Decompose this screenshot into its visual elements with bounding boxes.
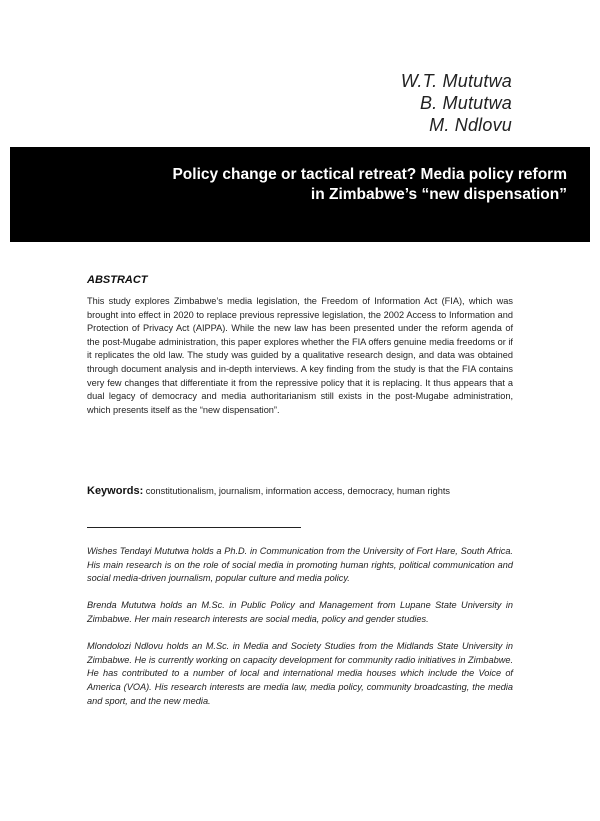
abstract-body: This study explores Zimbabwe’s media legislation, the Freedom of Information Act (FIA), which was brought into effect in 2020 to replace previous repressive legislation, the 2002 Access to Information and Protection of Privacy Act (AIPPA). While the new law has been presented under the reform agenda of the post-Mugabe administration, this paper explores whether the FIA offers genuine media freedoms or if it replicates the old law. The study was guided by a qualitative research design, and data was obtained through document analysis and in-depth interviews. A key finding from the study is that the FIA contains very few changes that differentiate it from the repressive policy that it is replacing. It thus appears that a dual legacy of democracy and media authoritarianism still exists in the post-Mugabe administration, which presents itself as the “new dispensation”. [87, 296, 513, 415]
author-list [401, 70, 512, 136]
footnote-divider [87, 527, 301, 528]
author-name: B. Mututwa [419, 93, 512, 113]
author-bio: Brenda Mututwa holds an M.Sc. in Public Policy and Management from Lupane State University in Zimbabwe. Her main research interests are social media, policy and gender studies. [87, 600, 513, 624]
keywords-label: Keywords: [87, 485, 144, 497]
title-banner [10, 147, 590, 242]
author-bio: Wishes Tendayi Mututwa holds a Ph.D. in Communication from the University of Fort Hare, South Africa. His main research is on the role of social media in promoting human rights, political communication and social media-driven journalism, popular culture and media policy. [87, 546, 513, 584]
title-line: in Zimbabwe’s “new dispensation” [310, 186, 567, 203]
author-bio: Mlondolozi Ndlovu holds an M.Sc. in Media and Society Studies from the Midlands State University in Zimbabwe. He is currently working on capacity development for community radio initiatives in Zimbabwe. He has contributed to a number of local and international media houses which include the Voice of America (VOA). His research interests are media law, media policy, community broadcasting, the media and sport, and the new media. [87, 641, 513, 706]
author-name: M. Ndlovu [429, 115, 512, 135]
abstract-heading: ABSTRACT [87, 274, 148, 286]
title-line: Policy change or tactical retreat? Media policy reform [172, 166, 567, 183]
paper-title [67, 165, 567, 205]
keywords [87, 485, 527, 497]
keywords-text: constitutionalism, journalism, information access, democracy, human rights [143, 486, 450, 496]
author-name: W.T. Mututwa [400, 71, 512, 91]
author-bios [87, 545, 513, 722]
